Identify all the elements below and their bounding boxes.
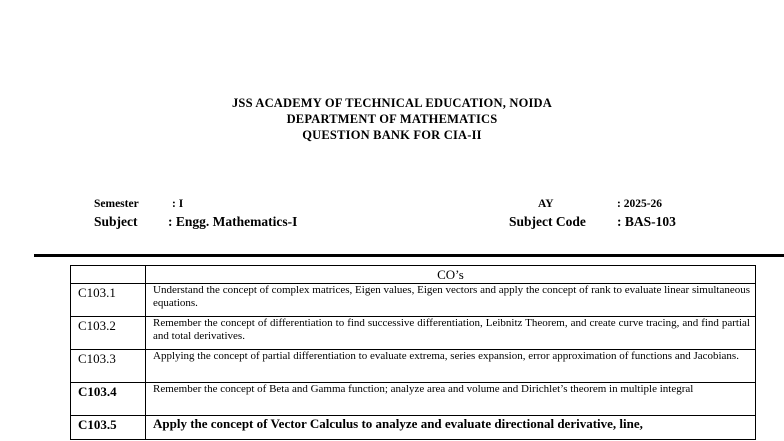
course-outcomes-table: [70, 265, 756, 440]
header-divider: [34, 254, 784, 257]
co-description: Remember the concept of Beta and Gamma function; analyze area and volume and Dirichlet’s theorem in multiple integral: [146, 383, 756, 416]
co-description: Apply the concept of Vector Calculus to analyze and evaluate directional derivative, line,: [146, 416, 756, 440]
table-header-row: [71, 266, 756, 284]
subject-value: : Engg. Mathematics-I: [168, 214, 298, 229]
subject-code-label: Subject Code: [509, 214, 586, 229]
co-code: C103.2: [71, 317, 146, 350]
table-row: [71, 383, 756, 416]
ay-label: AY: [538, 198, 554, 210]
blank-header-cell: [71, 266, 146, 284]
subject-label: Subject: [94, 214, 138, 229]
table-row: [71, 416, 756, 440]
co-description: Understand the concept of complex matrices, Eigen values, Eigen vectors and apply the concept of rank to evaluate linear simultaneous equations.: [146, 284, 756, 317]
co-code: C103.5: [71, 416, 146, 440]
cos-header: CO’s: [146, 266, 756, 284]
table-row: [71, 317, 756, 350]
co-description: Applying the concept of partial differentiation to evaluate extrema, series expansion, error approximation of functions and Jacobians.: [146, 350, 756, 383]
ay-value: : 2025-26: [617, 198, 663, 210]
table-row: [71, 350, 756, 383]
subject-code-value: : BAS-103: [617, 214, 676, 229]
table-row: [71, 284, 756, 317]
co-code: C103.3: [71, 350, 146, 383]
co-code: C103.4: [71, 383, 146, 416]
co-code: C103.1: [71, 284, 146, 317]
document-title: QUESTION BANK FOR CIA-II: [302, 128, 482, 142]
department-name: DEPARTMENT OF MATHEMATICS: [286, 112, 498, 126]
semester-value: : I: [172, 198, 184, 210]
institution-name: JSS ACADEMY OF TECHNICAL EDUCATION, NOIDA: [231, 96, 553, 110]
co-description: Remember the concept of differentiation to find successive differentiation, Leibnitz Theorem, and create curve tracing, and find partial and total derivatives.: [146, 317, 756, 350]
semester-label: Semester: [94, 198, 139, 210]
